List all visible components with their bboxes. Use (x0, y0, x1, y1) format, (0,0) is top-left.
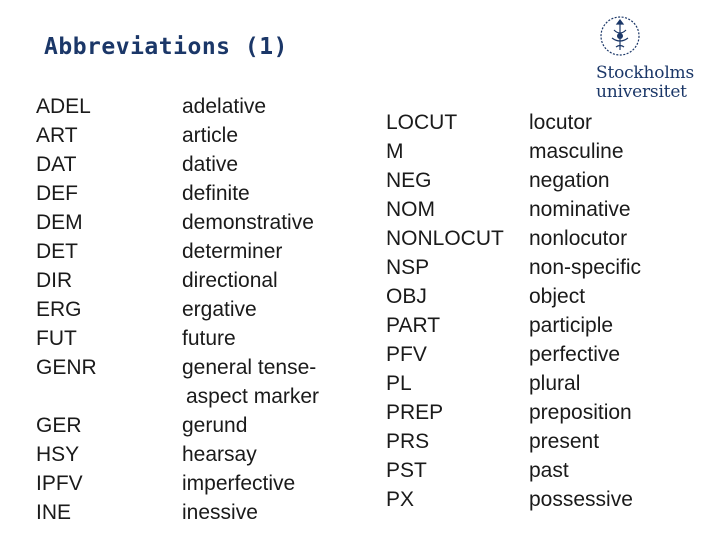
abbreviation: PL (386, 372, 412, 395)
slide-title: Abbreviations (1) (44, 34, 288, 60)
definition: article (182, 124, 239, 147)
definition: participle (529, 314, 614, 337)
spacer (36, 382, 97, 411)
logo-line-2: universitet (596, 82, 687, 102)
left-definition-list (182, 92, 319, 527)
abbreviation: NONLOCUT (386, 227, 504, 250)
abbreviation: DEM (36, 211, 83, 234)
abbreviation: OBJ (386, 285, 427, 308)
abbreviation: ADEL (36, 95, 91, 118)
abbreviation: NSP (386, 256, 430, 279)
abbreviation: DET (36, 240, 78, 263)
university-seal-icon (598, 14, 642, 62)
abbreviation: M (386, 140, 404, 163)
definition: nominative (529, 198, 631, 221)
definition: nonlocutor (529, 227, 628, 250)
abbreviation: PREP (386, 401, 444, 424)
right-abbreviation-list (386, 108, 504, 514)
definition: preposition (529, 401, 632, 424)
definition: possessive (529, 488, 633, 511)
logo-line-1: Stockholms (596, 63, 694, 83)
definition: directional (182, 269, 278, 292)
definition: perfective (529, 343, 621, 366)
abbreviation: PST (386, 459, 427, 482)
abbreviation: PX (386, 488, 415, 511)
abbreviation: HSY (36, 443, 80, 466)
logo-wordmark (596, 64, 694, 102)
abbreviation: ERG (36, 298, 82, 321)
abbreviation: FUT (36, 327, 77, 350)
definition: adelative (182, 95, 267, 118)
right-definition-list (529, 108, 641, 514)
left-abbreviation-list (36, 92, 97, 527)
abbreviation: IPFV (36, 472, 83, 495)
definition: masculine (529, 140, 624, 163)
definition: general tense- (182, 356, 317, 379)
definition: determiner (182, 240, 283, 263)
definition: past (529, 459, 569, 482)
definition: imperfective (182, 472, 296, 495)
definition: locutor (529, 111, 593, 134)
definition: hearsay (182, 443, 257, 466)
abbreviation: NOM (386, 198, 435, 221)
university-logo (596, 14, 700, 104)
abbreviation: GENR (36, 356, 97, 379)
definition: ergative (182, 298, 257, 321)
abbreviation: DEF (36, 182, 78, 205)
abbreviation: ART (36, 124, 78, 147)
abbreviation: DIR (36, 269, 73, 292)
definition: object (529, 285, 586, 308)
abbreviation: PART (386, 314, 441, 337)
definition: future (182, 327, 236, 350)
abbreviation: NEG (386, 169, 432, 192)
definition: present (529, 430, 600, 453)
definition: gerund (182, 414, 248, 437)
abbreviation: GER (36, 414, 82, 437)
definition: demonstrative (182, 211, 314, 234)
definition: definite (182, 182, 250, 205)
definition: dative (182, 153, 239, 176)
definition: inessive (182, 501, 258, 524)
abbreviation: DAT (36, 153, 77, 176)
abbreviation: PRS (386, 430, 430, 453)
definition: negation (529, 169, 610, 192)
abbreviation: PFV (386, 343, 427, 366)
abbreviation: INE (36, 501, 72, 524)
definition: plural (529, 372, 581, 395)
definition: aspect marker (186, 385, 320, 408)
abbreviation: LOCUT (386, 111, 458, 134)
definition: non-specific (529, 256, 642, 279)
